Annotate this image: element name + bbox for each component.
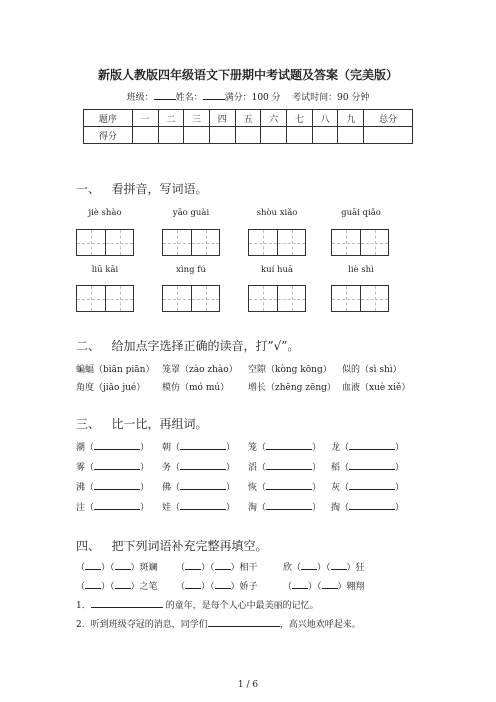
pinyin-1: jiè shào [88, 208, 122, 218]
class-label: 班级： [126, 93, 154, 103]
reading-item[interactable]: 增长（zhēng zēng） [248, 383, 336, 393]
compare-item: 滔（ ） [248, 463, 322, 473]
section-number: 二、 [76, 339, 101, 353]
header-cell: 四 [209, 110, 235, 127]
row-label: 得分 [84, 127, 133, 144]
sentence-text: 的童年，是每个人心中最美丽的记忆。 [165, 601, 319, 611]
pinyin-2: yāo guài [172, 208, 210, 218]
fill-blank[interactable] [180, 441, 226, 450]
page-title: 新版人教版四年级语文下册期中考试题及答案（完美版） [97, 68, 398, 82]
sentence-text: 1． [76, 601, 91, 611]
compare-char: 雾 [76, 463, 86, 473]
idiom-item: （ ）（ ）翱翔 [283, 582, 365, 592]
pinyin-6: xìng fú [176, 265, 206, 275]
section-3-heading [76, 415, 207, 432]
fill-blank[interactable] [266, 461, 312, 470]
idiom-word: 狂 [355, 563, 365, 573]
compare-char: 娃 [162, 503, 172, 513]
fill-blank[interactable] [94, 441, 140, 450]
section-number: 一、 [76, 182, 101, 196]
idiom-word: 之笔 [139, 582, 158, 592]
pinyin-3: shòu xiǎo [256, 208, 298, 218]
pinyin-4: guāi qiǎo [341, 208, 381, 218]
idiom-word: 翱翔 [346, 582, 365, 592]
header-cell: 总分 [364, 110, 413, 127]
compare-item: 雾（ ） [76, 463, 150, 473]
header-cell: 八 [312, 110, 338, 127]
header-cell: 七 [287, 110, 313, 127]
score-cell [184, 127, 210, 144]
idiom-item: 欣（ ）（ ）狂 [283, 563, 365, 573]
idiom-word: 斑斓 [139, 563, 158, 573]
idiom-item: （ ）（ ）之笔 [76, 582, 158, 592]
header-cell: 三 [184, 110, 210, 127]
score-cell [209, 127, 235, 144]
score-cell [312, 127, 338, 144]
score-table-row [84, 127, 413, 144]
fill-blank[interactable] [349, 501, 395, 510]
header-cell: 题序 [84, 110, 133, 127]
compare-char: 滔 [248, 463, 258, 473]
section-title: 给加点字选择正确的读音，打”√”。 [111, 339, 300, 353]
compare-char: 潮 [76, 443, 86, 453]
reading-item[interactable]: 血液（xuè xiě） [342, 383, 411, 393]
compare-char: 龙 [331, 443, 341, 453]
section-4-heading [76, 537, 267, 554]
name-label: 姓名： [175, 93, 203, 103]
fill-blank[interactable] [94, 461, 140, 470]
compare-item: 恢（ ） [248, 483, 322, 493]
fill-blank[interactable] [266, 441, 312, 450]
compare-char: 佛 [162, 483, 172, 493]
write-grid[interactable] [331, 229, 389, 256]
compare-item: 注（ ） [76, 503, 150, 513]
compare-char: 务 [162, 463, 172, 473]
idiom-item: （ ）（ ）斑斓 [76, 563, 158, 573]
idiom-word: 相干 [239, 563, 258, 573]
fill-blank[interactable] [180, 481, 226, 490]
class-blank [154, 90, 176, 100]
header-cell: 二 [158, 110, 184, 127]
compare-item: 掏（ ） [331, 503, 405, 513]
score-cell [158, 127, 184, 144]
idiom-word: 娇子 [239, 582, 258, 592]
full-score: 满分：100 分 [224, 93, 281, 103]
compare-item: 潮（ ） [76, 443, 150, 453]
score-cell [364, 127, 413, 144]
write-grid[interactable] [162, 229, 220, 256]
fill-blank[interactable] [180, 501, 226, 510]
score-cell [132, 127, 158, 144]
fill-blank[interactable] [349, 461, 395, 470]
fill-blank[interactable] [180, 461, 226, 470]
exam-info [0, 90, 496, 103]
exam-time: 考试时间：90 分钟 [292, 93, 370, 103]
section-2-heading [76, 337, 299, 354]
compare-item: 龙（ ） [331, 443, 405, 453]
pinyin-7: kuí huā [260, 265, 294, 275]
score-cell [287, 127, 313, 144]
fill-blank[interactable] [266, 501, 312, 510]
fill-blank[interactable] [266, 481, 312, 490]
compare-char: 笼 [248, 443, 258, 453]
compare-item: 笼（ ） [248, 443, 322, 453]
write-grid[interactable] [162, 285, 220, 312]
score-table [83, 109, 413, 144]
reading-item[interactable]: 似的（sì shì） [342, 365, 402, 375]
fill-blank[interactable] [94, 501, 140, 510]
compare-char: 掏 [331, 503, 341, 513]
reading-item[interactable]: 空隙（kòng kōng） [248, 365, 332, 375]
score-cell [338, 127, 364, 144]
write-grid[interactable] [331, 285, 389, 312]
compare-char: 灰 [331, 483, 341, 493]
fill-blank[interactable] [94, 481, 140, 490]
fill-sentence-2 [76, 617, 361, 630]
sentence-text: 2．听到班级夺冠的消息，同学们 [76, 620, 208, 630]
sentence-text: ，高兴地欢呼起来。 [279, 620, 361, 630]
header-cell: 五 [235, 110, 261, 127]
fill-blank[interactable] [208, 618, 280, 627]
fill-blank[interactable] [91, 599, 163, 608]
reading-item[interactable]: 模仿（mó mú） [162, 383, 230, 393]
write-grid[interactable] [248, 229, 306, 256]
section-title: 看拼音，写词语。 [111, 182, 208, 196]
compare-item: 淘（ ） [248, 503, 322, 513]
reading-item[interactable]: 蝙蝠（biān piān） [76, 365, 155, 375]
idiom-item: （ ）（ ）娇子 [176, 582, 258, 592]
compare-item: 稻（ ） [331, 463, 405, 473]
reading-item[interactable]: 笼罩（zào zhào） [162, 365, 238, 375]
compare-char: 淘 [248, 503, 258, 513]
compare-char: 稻 [331, 463, 341, 473]
compare-item: 务（ ） [162, 463, 236, 473]
compare-char: 沸 [76, 483, 86, 493]
compare-item: 朝（ ） [162, 443, 236, 453]
page-number: 1 / 6 [237, 680, 259, 690]
name-blank [203, 90, 225, 100]
pinyin-8: liè shì [348, 265, 374, 275]
compare-item: 佛（ ） [162, 483, 236, 493]
idiom-item: （ ）（ ）相干 [176, 563, 258, 573]
compare-char: 恢 [248, 483, 258, 493]
compare-item: 沸（ ） [76, 483, 150, 493]
pinyin-5: liū kāi [91, 265, 119, 275]
score-cell [235, 127, 261, 144]
fill-sentence-1 [76, 598, 319, 611]
section-number: 三、 [76, 417, 101, 431]
header-cell: 九 [338, 110, 364, 127]
section-title: 把下列词语补充完整再填空。 [111, 539, 268, 553]
write-grid[interactable] [248, 285, 306, 312]
write-grid[interactable] [76, 229, 134, 256]
section-1-heading [76, 180, 207, 197]
fill-blank[interactable] [349, 441, 395, 450]
section-number: 四、 [76, 539, 101, 553]
compare-char: 注 [76, 503, 86, 513]
score-table-header [84, 110, 413, 127]
section-title: 比一比，再组词。 [111, 417, 208, 431]
score-cell [261, 127, 287, 144]
header-cell: 一 [132, 110, 158, 127]
reading-item[interactable]: 角度（jiǎo jué） [76, 383, 146, 393]
compare-char: 朝 [162, 443, 172, 453]
compare-item: 娃（ ） [162, 503, 236, 513]
compare-item: 灰（ ） [331, 483, 405, 493]
header-cell: 六 [261, 110, 287, 127]
write-grid[interactable] [76, 285, 134, 312]
fill-blank[interactable] [349, 481, 395, 490]
